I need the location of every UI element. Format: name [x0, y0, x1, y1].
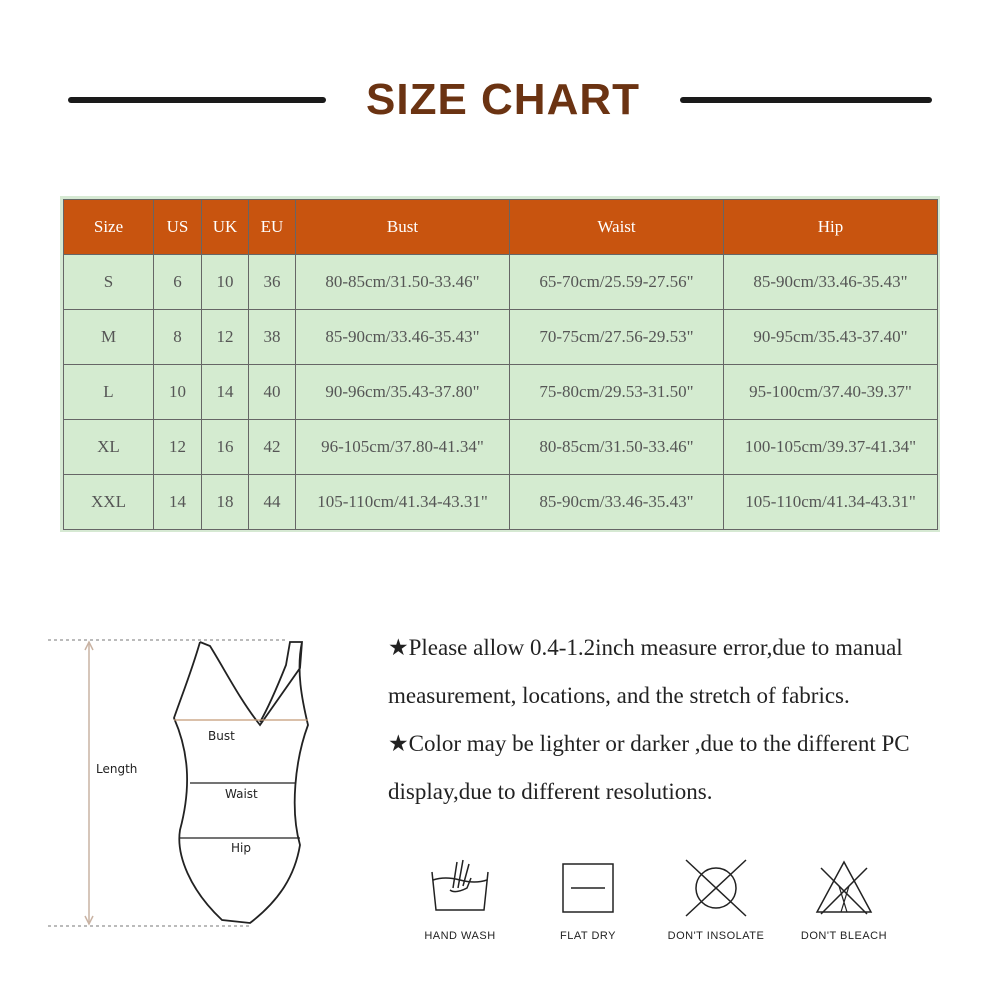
- cell-waist: 75-80cm/29.53-31.50": [510, 365, 724, 420]
- care-label-dont-insolate: DON'T INSOLATE: [667, 930, 765, 942]
- cell-eu: 44: [249, 475, 296, 530]
- cell-uk: 18: [202, 475, 249, 530]
- column-header-uk: UK: [202, 200, 249, 255]
- cell-eu: 38: [249, 310, 296, 365]
- cell-size: L: [64, 365, 154, 420]
- cell-us: 6: [154, 255, 202, 310]
- cell-eu: 40: [249, 365, 296, 420]
- table-row: [64, 310, 938, 365]
- cell-uk: 16: [202, 420, 249, 475]
- length-label: Length: [96, 762, 138, 776]
- cell-uk: 12: [202, 310, 249, 365]
- bodysuit-diagram: [40, 630, 340, 940]
- cell-bust: 105-110cm/41.34-43.31": [296, 475, 510, 530]
- cell-bust: 80-85cm/31.50-33.46": [296, 255, 510, 310]
- cell-us: 14: [154, 475, 202, 530]
- care-label-dont-bleach: DON'T BLEACH: [800, 930, 888, 942]
- column-header-us: US: [154, 200, 202, 255]
- cell-waist: 65-70cm/25.59-27.56": [510, 255, 724, 310]
- cell-us: 10: [154, 365, 202, 420]
- cell-uk: 10: [202, 255, 249, 310]
- dont-bleach-icon: [779, 858, 909, 928]
- page-title: SIZE CHART: [366, 75, 640, 124]
- cell-hip: 85-90cm/33.46-35.43": [724, 255, 938, 310]
- table-row: [64, 255, 938, 310]
- column-header-eu: EU: [249, 200, 296, 255]
- measurement-figure: [40, 630, 340, 940]
- care-label-flat-dry: FLAT DRY: [560, 930, 616, 942]
- column-header-size: Size: [64, 200, 154, 255]
- cell-size: M: [64, 310, 154, 365]
- cell-hip: 90-95cm/35.43-37.40": [724, 310, 938, 365]
- cell-hip: 95-100cm/37.40-39.37": [724, 365, 938, 420]
- cell-us: 8: [154, 310, 202, 365]
- title-row: [0, 70, 1000, 130]
- cell-waist: 80-85cm/31.50-33.46": [510, 420, 724, 475]
- flat-dry-icon: [523, 858, 653, 928]
- cell-hip: 100-105cm/39.37-41.34": [724, 420, 938, 475]
- care-flat-dry: [523, 858, 653, 958]
- cell-eu: 36: [249, 255, 296, 310]
- cell-size: XXL: [64, 475, 154, 530]
- cell-size: XL: [64, 420, 154, 475]
- waist-label: Waist: [225, 787, 258, 801]
- title-divider-left: [68, 97, 326, 103]
- cell-hip: 105-110cm/41.34-43.31": [724, 475, 938, 530]
- cell-waist: 70-75cm/27.56-29.53": [510, 310, 724, 365]
- table-header-row: [64, 200, 938, 255]
- table-row: [64, 365, 938, 420]
- cell-uk: 14: [202, 365, 249, 420]
- note-color: ★Color may be lighter or darker ,due to the different PC display,due to different resolutions.: [388, 731, 910, 804]
- cell-waist: 85-90cm/33.46-35.43": [510, 475, 724, 530]
- title-divider-right: [680, 97, 932, 103]
- care-hand-wash: [395, 858, 525, 958]
- cell-eu: 42: [249, 420, 296, 475]
- care-dont-bleach: [779, 858, 909, 958]
- cell-size: S: [64, 255, 154, 310]
- bust-label: Bust: [208, 729, 235, 743]
- table-row: [64, 420, 938, 475]
- size-table-container: [60, 196, 940, 532]
- hand-wash-icon: [395, 858, 525, 928]
- note-measure-error: ★Please allow 0.4-1.2inch measure error,due to manual measurement, locations, and the stretch of fabrics.: [388, 635, 903, 708]
- size-table: [63, 199, 938, 530]
- dont-insolate-icon: [651, 858, 781, 928]
- cell-bust: 85-90cm/33.46-35.43": [296, 310, 510, 365]
- column-header-bust: Bust: [296, 200, 510, 255]
- care-label-hand-wash: HAND WASH: [424, 930, 496, 942]
- cell-us: 12: [154, 420, 202, 475]
- column-header-hip: Hip: [724, 200, 938, 255]
- care-notes: [388, 624, 948, 816]
- cell-bust: 96-105cm/37.80-41.34": [296, 420, 510, 475]
- table-row: [64, 475, 938, 530]
- hip-label: Hip: [231, 841, 251, 855]
- care-dont-insolate: [651, 858, 781, 958]
- cell-bust: 90-96cm/35.43-37.80": [296, 365, 510, 420]
- column-header-waist: Waist: [510, 200, 724, 255]
